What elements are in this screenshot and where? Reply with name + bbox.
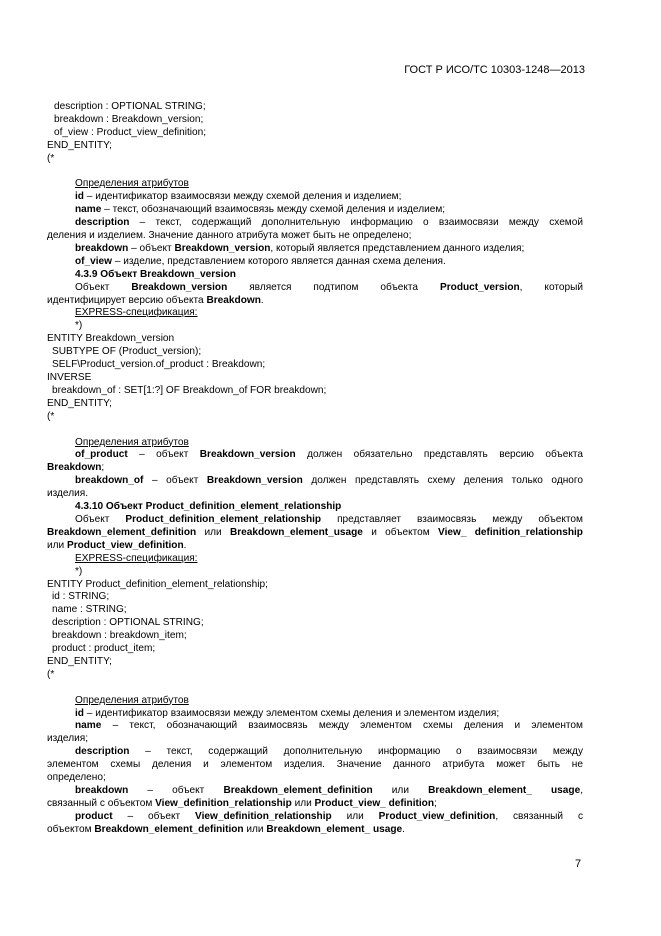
attribute-definition: breakdown_of – объект Breakdown_version должен представлять схему деления только одного bbox=[75, 475, 583, 487]
code-line: breakdown : breakdown_item; bbox=[52, 630, 187, 642]
section-heading: 4.3.9 Объект Breakdown_version bbox=[75, 268, 236, 280]
paragraph-line: Объект Product_definition_element_relationship представляет взаимосвязь между объектом bbox=[75, 513, 583, 525]
attribute-definition: of_product – объект Breakdown_version должен обязательно представлять версию объекта bbox=[75, 449, 583, 461]
page-header: ГОСТ Р ИСО/ТС 10303-1248—2013 bbox=[404, 64, 585, 76]
code-line: INVERSE bbox=[47, 372, 92, 384]
code-line: description : OPTIONAL STRING; bbox=[54, 101, 206, 112]
section-heading: 4.3.10 Объект Product_definition_element_relationship bbox=[75, 501, 342, 513]
attribute-definition: description – текст, содержащий дополнительную информацию о взаимосвязи между схемой bbox=[75, 217, 583, 229]
attribute-definition: name – текст, обозначающий взаимосвязь между элементом схемы деления и элементом bbox=[75, 720, 583, 732]
text-line: деления и изделием. Значение данного атрибута может быть не определено; bbox=[47, 230, 412, 242]
attributes-heading: Определения атрибутов bbox=[75, 178, 189, 190]
code-line: ENTITY Breakdown_version bbox=[47, 333, 175, 345]
express-heading: EXPRESS-спецификация: bbox=[75, 552, 198, 564]
attribute-definition: description – текст, содержащий дополнительную информацию о взаимосвязи между bbox=[75, 746, 583, 758]
attribute-definition: id – идентификатор взаимосвязи между элементом схемы деления и элементом изделия; bbox=[75, 707, 500, 719]
code-line: END_ENTITY; bbox=[47, 655, 112, 667]
attribute-definition: breakdown – объект Breakdown_element_definition или Breakdown_element_ usage, bbox=[75, 784, 583, 796]
paragraph-line: или Product_view_definition. bbox=[47, 539, 187, 551]
code-line: of_view : Product_view_definition; bbox=[54, 126, 207, 138]
text-line: изделия; bbox=[47, 733, 89, 745]
code-line: breakdown : Breakdown_version; bbox=[54, 113, 204, 125]
express-heading: EXPRESS-спецификация: bbox=[75, 307, 198, 319]
code-line: breakdown_of : SET[1:?] OF Breakdown_of FOR breakdown; bbox=[52, 384, 327, 396]
code-line: SUBTYPE OF (Product_version); bbox=[52, 346, 202, 358]
code-line: *) bbox=[75, 320, 83, 332]
code-line: *) bbox=[75, 565, 83, 577]
text-line: элементом схемы деления и элементом изделия. Значение данного атрибута может быть не bbox=[47, 759, 583, 771]
attribute-definition: name – текст, обозначающий взаимосвязь между схемой деления и изделием; bbox=[75, 204, 446, 216]
code-line: (* bbox=[47, 668, 55, 680]
code-line: SELF\Product_version.of_product : Breakdown; bbox=[52, 359, 266, 371]
attribute-definition: breakdown – объект Breakdown_version, который является представлением данного изделия; bbox=[75, 242, 525, 254]
code-line: product : product_item; bbox=[52, 643, 156, 655]
text-line: Breakdown; bbox=[47, 462, 105, 474]
text-line: объектом Breakdown_element_definition или Breakdown_element_ usage. bbox=[47, 823, 405, 835]
page-content bbox=[47, 101, 583, 837]
code-line: ENTITY Product_definition_element_relationship; bbox=[47, 578, 268, 590]
attributes-heading: Определения атрибутов bbox=[75, 436, 189, 448]
paragraph-line: Breakdown_element_definition или Breakdown_element_usage и объектом View_ definition_relationship bbox=[47, 526, 583, 538]
paragraph-line: идентифицирует версию объекта Breakdown. bbox=[47, 294, 264, 306]
paragraph-line: Объект Breakdown_version является подтипом объекта Product_version, который bbox=[75, 281, 583, 293]
code-line: (* bbox=[47, 410, 55, 422]
page-number: 7 bbox=[575, 858, 582, 870]
attribute-definition: id – идентификатор взаимосвязи между схемой деления и изделием; bbox=[75, 191, 402, 203]
attributes-heading: Определения атрибутов bbox=[75, 694, 189, 706]
code-line: description : OPTIONAL STRING; bbox=[52, 617, 204, 629]
code-line: END_ENTITY; bbox=[47, 397, 112, 409]
code-line: id : STRING; bbox=[52, 591, 110, 603]
code-line: name : STRING; bbox=[52, 604, 127, 616]
attribute-definition: of_view – изделие, представлением которого является данная схема деления. bbox=[75, 255, 446, 267]
code-line: END_ENTITY; bbox=[47, 139, 112, 151]
text-line: связанный с объектом View_definition_relationship или Product_view_ definition; bbox=[47, 797, 437, 809]
attribute-definition: product – объект View_definition_relationship или Product_view_definition, связанный с bbox=[75, 810, 583, 822]
text-line: определено; bbox=[47, 772, 106, 784]
text-line: изделия. bbox=[47, 488, 89, 500]
code-line: (* bbox=[47, 152, 55, 164]
